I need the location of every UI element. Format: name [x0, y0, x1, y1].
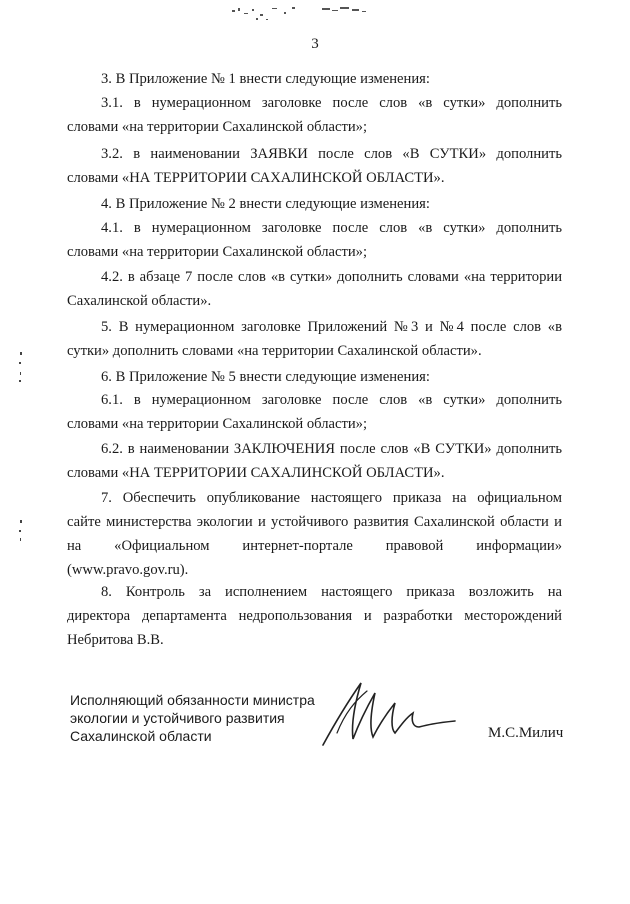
paragraph-line: 3. В Приложение № 1 внести следующие изменения: [101, 71, 430, 87]
paragraph-line: 6. В Приложение № 5 внести следующие изменения: [101, 369, 430, 385]
paragraph-line: словами «НА ТЕРРИТОРИИ САХАЛИНСКОЙ ОБЛАСТИ». [67, 465, 445, 481]
paragraph-line: словами «на территории Сахалинской области»; [67, 119, 368, 135]
page-number: 3 [311, 36, 319, 52]
paragraph-line: 6.1. в нумерационном заголовке после слов «в сутки» дополнить [101, 392, 562, 408]
paragraph-line: сайте министерства экологии и устойчивого развития Сахалинской области и [67, 514, 562, 530]
paragraph-line: словами «на территории Сахалинской области»; [67, 244, 368, 260]
scan-artifact [232, 4, 382, 22]
paragraph-line: 7. Обеспечить опубликование настоящего приказа на официальном [101, 490, 562, 506]
paragraph-line: 4. В Приложение № 2 внести следующие изменения: [101, 196, 430, 212]
position-line: экологии и устойчивого развития [70, 710, 285, 726]
scan-margin-marks [14, 350, 26, 550]
paragraph-line: 3.1. в нумерационном заголовке после слов «в сутки» дополнить [101, 95, 562, 111]
paragraph-line: словами «на территории Сахалинской области»; [67, 416, 368, 432]
paragraph-line: 4.1. в нумерационном заголовке после слов «в сутки» дополнить [101, 220, 562, 236]
paragraph-line: Небритова В.В. [67, 632, 164, 648]
signer-name: М.С.Милич [488, 725, 564, 741]
paragraph-line: директора департамента недропользования и разработки месторождений [67, 608, 562, 624]
position-line: Сахалинской области [70, 728, 212, 744]
paragraph-line: (www.pravo.gov.ru). [67, 562, 189, 578]
handwritten-signature [315, 673, 460, 753]
paragraph-line: 3.2. в наименовании ЗАЯВКИ после слов «В СУТКИ» дополнить [101, 146, 562, 162]
paragraph-line: 4.2. в абзаце 7 после слов «в сутки» дополнить словами «на территории [101, 269, 562, 285]
signatory-position [70, 691, 315, 745]
paragraph-line: Сахалинской области». [67, 293, 212, 309]
paragraph-line: 8. Контроль за исполнением настоящего приказа возложить на [101, 584, 562, 600]
paragraph-line: словами «НА ТЕРРИТОРИИ САХАЛИНСКОЙ ОБЛАСТИ». [67, 170, 445, 186]
paragraph-line: на «Официальном интернет-портале правовой информации» [67, 538, 562, 554]
paragraph-line: сутки» дополнить словами «на территории Сахалинской области». [67, 343, 482, 359]
paragraph-line: 6.2. в наименовании ЗАКЛЮЧЕНИЯ после слов «В СУТКИ» дополнить [101, 441, 562, 457]
paragraph-line: 5. В нумерационном заголовке Приложений №3 и №4 после слов «в [101, 319, 562, 335]
position-line: Исполняющий обязанности министра [70, 692, 315, 708]
